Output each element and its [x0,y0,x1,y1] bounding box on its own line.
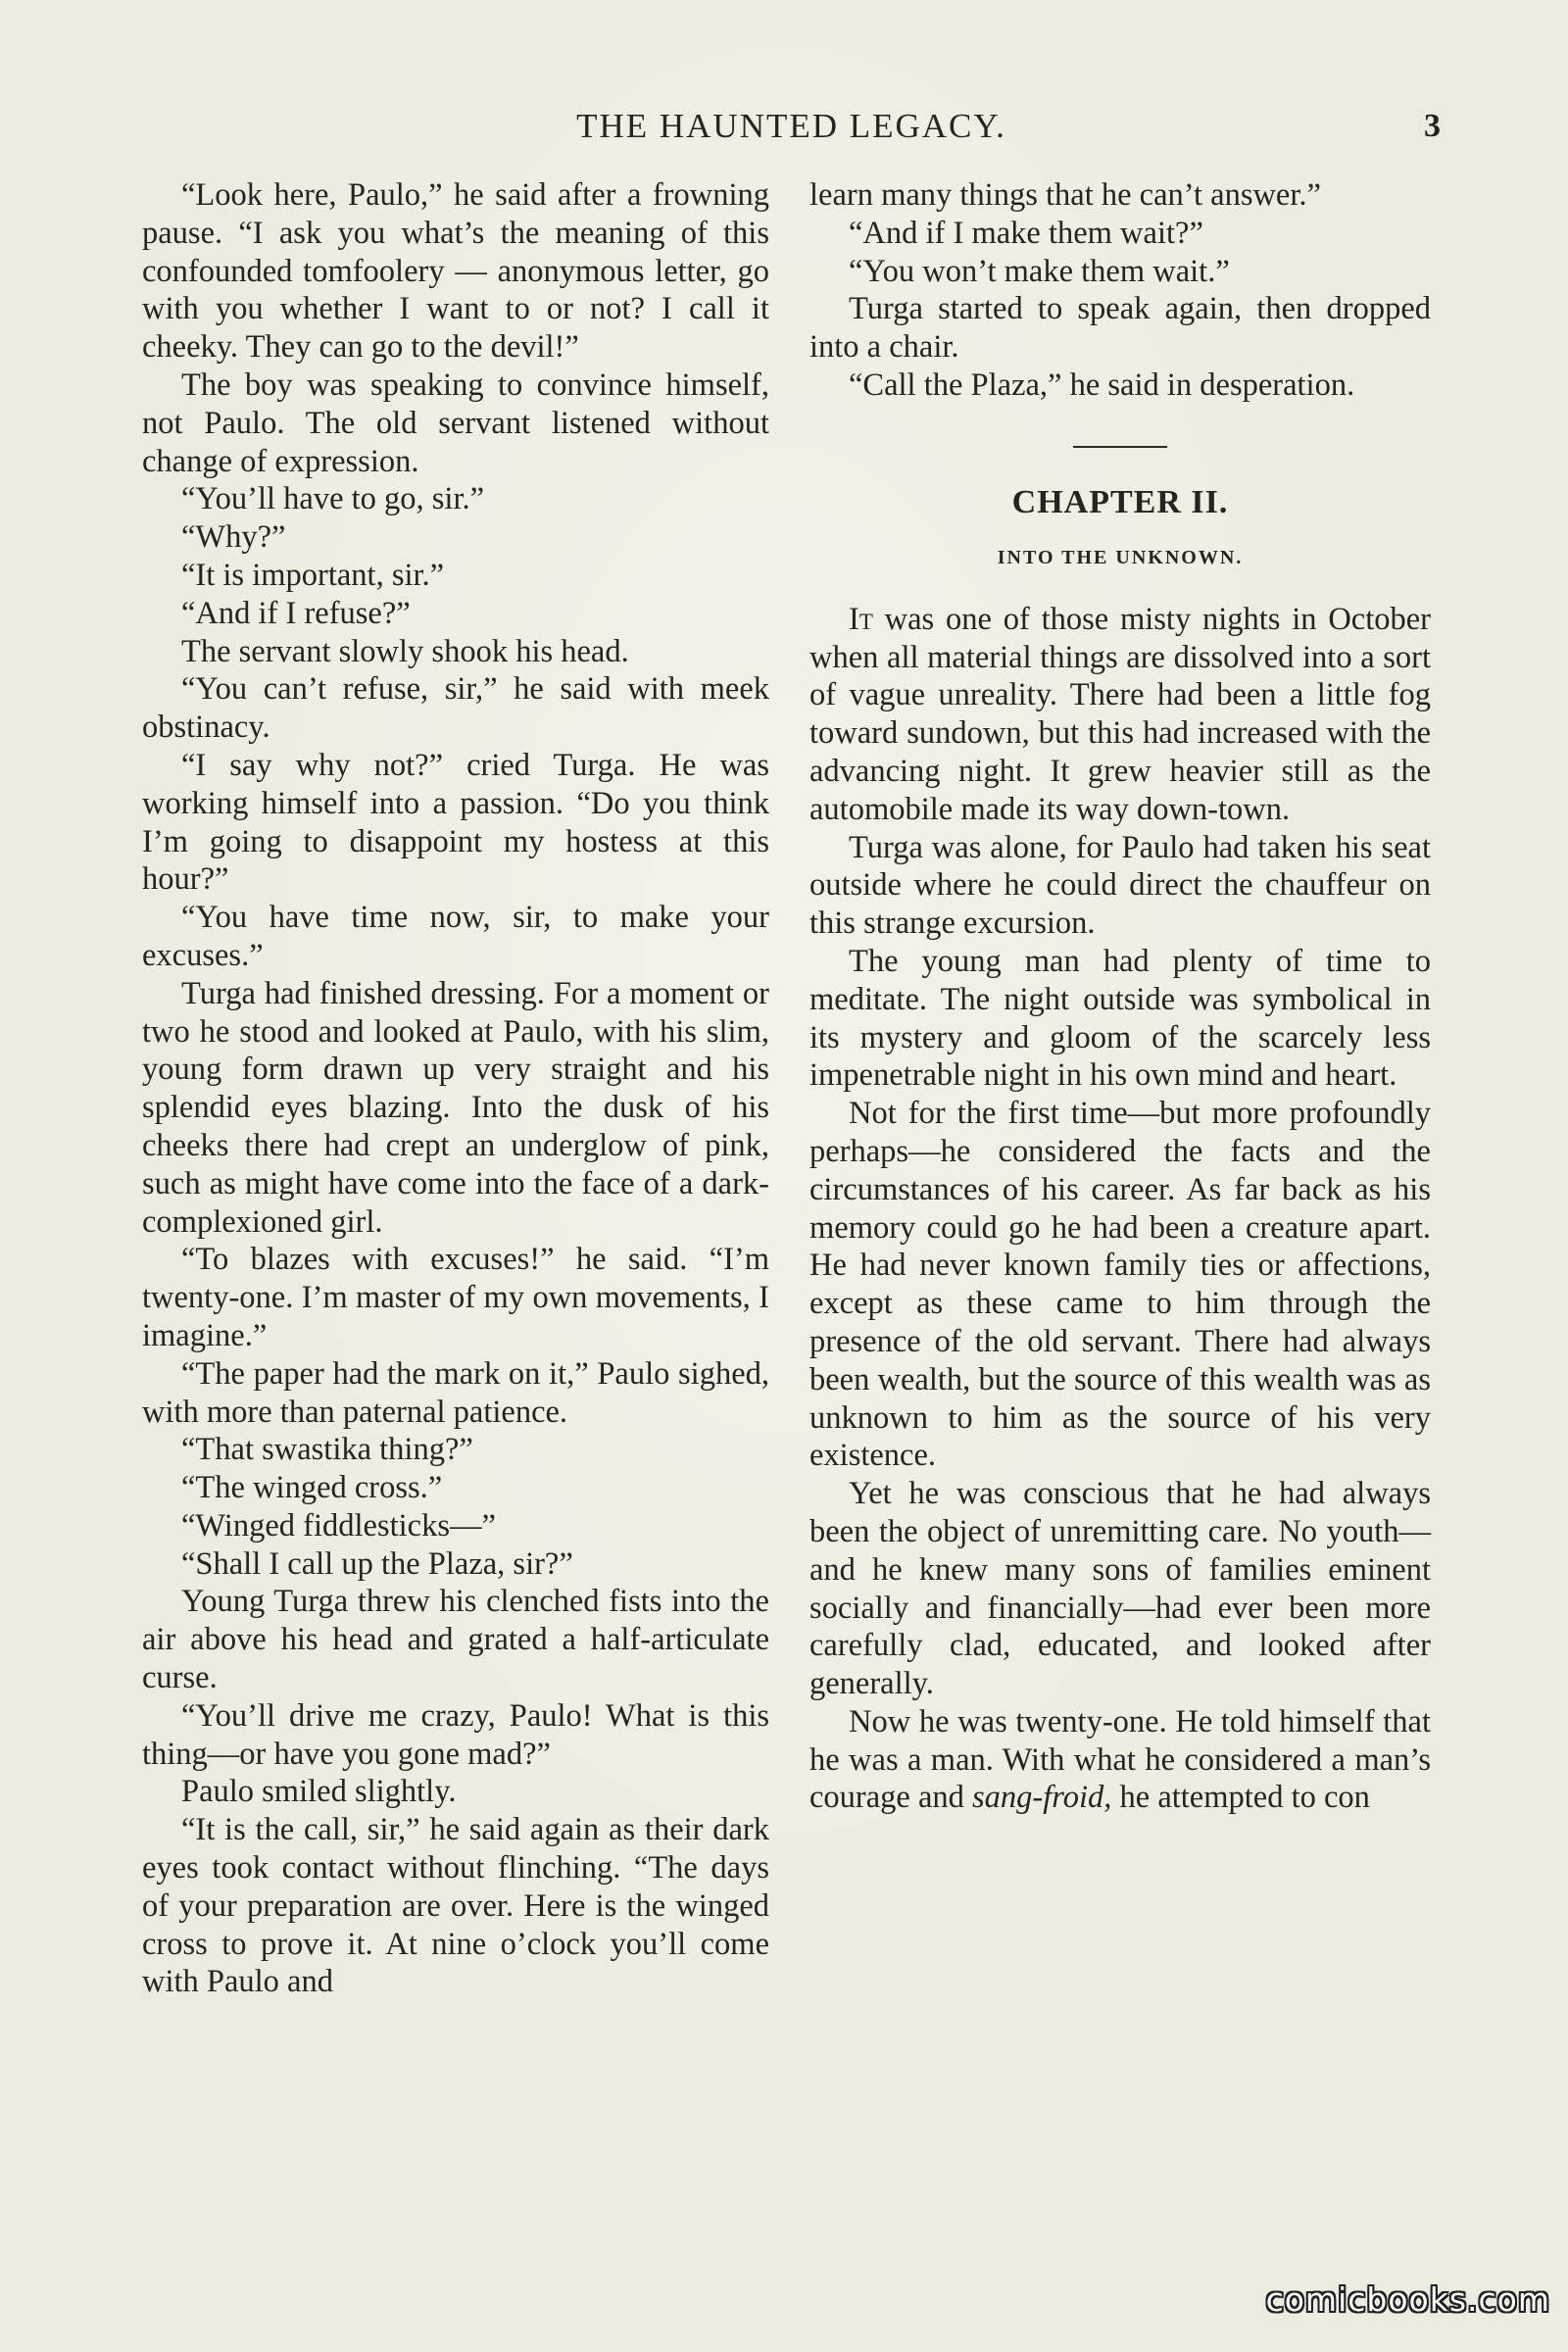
page-number: 3 [1424,108,1441,144]
paragraph: The servant slowly shook his head. [181,633,629,669]
paragraph: Yet he was conscious that he had always been the object of unremitting care. No youth—and he knew many sons of families eminent socially and financially—had ever been more carefully clad, educated, and looked after generally. [809,1476,1431,1702]
paragraph: “You have time now, sir, to make your excuses.” [142,900,769,973]
paragraph: Turga started to speak again, then dropped into a chair. [809,291,1431,366]
paragraph-text: Now he was twenty-one. He told himself that he was a man. With what he considered a man’s courage and [809,1703,1431,1816]
paragraph: The young man had plenty of time to meditate. The night outside was symbolical in its mystery and gloom of the scarcely less impenetrable night in his own mind and heart. [809,943,1431,1094]
paragraph: “To blazes with excuses!” he said. “I’m twenty-one. I’m master of my own movements, I imagine.” [142,1242,769,1353]
paragraph: “And if I refuse?” [181,595,411,631]
chapter-subtitle: INTO THE UNKNOWN. [997,546,1244,568]
chapter-title: CHAPTER II. [1011,483,1229,520]
left-column [142,176,769,2001]
paragraph: Young Turga threw his clenched fists into the air above his head and grated a half-articulate curse. [142,1584,769,1696]
paragraph: “You can’t refuse, sir,” he said with meek obstinacy. [142,671,769,746]
paragraph: “That swastika thing?” [181,1432,473,1468]
paragraph: “You’ll have to go, sir.” [181,481,485,517]
paragraph: “Why?” [181,519,286,556]
paragraph: Turga had finished dressing. For a moment or two he stood and looked at Paulo, with his slim, young form drawn up very straight and his splendid eyes blazing. Into the dusk of his cheeks there had crept an underglow of pink, such as might have come into the face of a dark-complexioned girl. [142,975,769,1240]
paragraph: “Look here, Paulo,” he said after a frowning pause. “I ask you what’s the meaning of this confounded tomfoolery — anonymous letter, go with you whether I want to or not? I call it cheeky. They can go to the devil!” [142,177,769,366]
lead-word: It [849,601,873,637]
paragraph: “The winged cross.” [181,1470,443,1506]
paragraph: “Shall I call up the Plaza, sir?” [181,1545,573,1582]
paragraph: “Call the Plaza,” he said in desperation. [849,367,1355,403]
paragraph: “It is important, sir.” [181,557,445,593]
section-divider [1073,446,1167,448]
paragraph: “The paper had the mark on it,” Paulo sighed, with more than paternal patience. [142,1355,769,1430]
paragraph: Turga was alone, for Paulo had taken his seat outside where he could direct the chauffeur on this strange excursion. [809,829,1431,942]
right-column [809,176,1431,1817]
paragraph-text: was one of those misty nights in October when all material things are dissolved into a sort of vague unreality. There had been a little fog toward sundown, but this had increased with the advancing night. It grew heavier still as the automobile made its way down-town. [809,601,1431,827]
italic-phrase: sang-froid, [972,1780,1112,1816]
paragraph: Paulo smiled slightly. [181,1774,457,1810]
watermark: comicbooks.com [1265,2280,1550,2319]
paragraph: Not for the first time—but more profoundly perhaps—he considered the facts and the circumstances of his career. As far back as his memory could go he had been a creature apart. He had never known family ties or affections, except as these came to him through the presence of the old servant. There had always been wealth, but the source of this wealth was as unknown to him as the source of his very existence. [809,1096,1431,1474]
paragraph-text: he attempted to con [1111,1780,1370,1816]
paragraph: learn many things that he can’t answer.” [809,177,1321,213]
chapter-opening-paragraph [809,601,1431,829]
paragraph: “It is the call, sir,” he said again as their dark eyes took contact without flinching. “The days of your preparation are over. Here is the winged cross to prove it. At nine o’clock you’ll come with Paulo and [142,1812,769,2000]
paragraph: The boy was speaking to convince himself, not Paulo. The old servant listened without change of expression. [142,367,769,479]
closing-paragraph [809,1703,1431,1817]
running-title: THE HAUNTED LEGACY. [576,107,1006,145]
paragraph: “And if I make them wait?” [849,215,1203,251]
paragraph: “I say why not?” cried Turga. He was working himself into a passion. “Do you think I’m going to disappoint my hostess at this hour?” [142,747,769,898]
paragraph: “Winged fiddlesticks—” [181,1507,496,1544]
paragraph: “You’ll drive me crazy, Paulo! What is this thing—or have you gone mad?” [142,1697,769,1772]
paragraph: “You won’t make them wait.” [849,253,1230,289]
running-head [142,102,1441,151]
